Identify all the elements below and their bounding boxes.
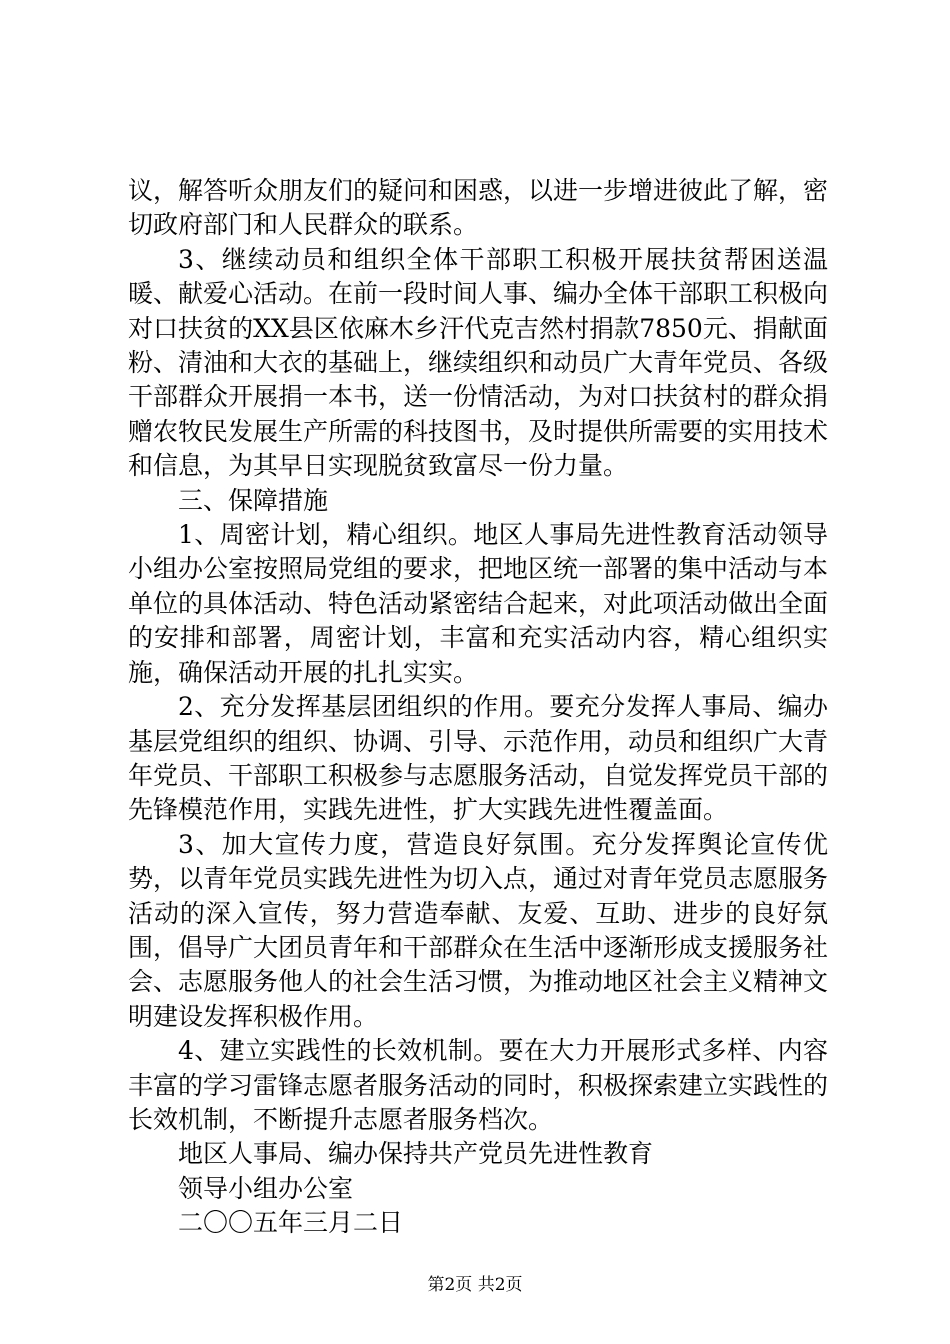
paragraph-measure-4: 4、建立实践性的长效机制。要在大力开展形式多样、内容丰富的学习雷锋志愿者服务活动的同时，积极探索建立实践性的长效机制，不断提升志愿者服务档次。 — [128, 1036, 829, 1134]
page-number-footer: 第2页 共2页 — [427, 1275, 523, 1295]
signature-date: 二〇〇五年三月二日 — [178, 1208, 404, 1238]
paragraph-measure-1: 1、周密计划，精心组织。地区人事局先进性教育活动领导小组办公室按照局党组的要求，把地区统一部署的集中活动与本单位的具体活动、特色活动紧密结合起来，对此项活动做出全面的安排和部署，周密计划，丰富和充实活动内容，精心组织实施，确保活动开展的扎扎实实。 — [128, 520, 829, 687]
document-body — [128, 174, 828, 1241]
paragraph-measure-2: 2、充分发挥基层团组织的作用。要充分发挥人事局、编办基层党组织的组织、协调、引导、示范作用，动员和组织广大青年党员、干部职工积极参与志愿服务活动，自觉发挥党员干部的先锋模范作用，实践先进性，扩大实践先进性覆盖面。 — [128, 692, 829, 825]
section-heading-safeguards: 三、保障措施 — [178, 485, 329, 515]
paragraph-continuation: 议，解答听众朋友们的疑问和困惑，以进一步增进彼此了解，密切政府部门和人民群众的联系。 — [128, 176, 829, 240]
paragraph-item-3-poverty-relief: 3、继续动员和组织全体干部职工积极开展扶贫帮困送温暖、献爱心活动。在前一段时间人事、编办全体干部职工积极向对口扶贫的XX县区依麻木乡汗代克吉然村捐款7850元、捐献面粉、清油和大衣的基础上，继续组织和动员广大青年党员、各级干部群众开展捐一本书，送一份情活动，为对口扶贫村的群众捐赠农牧民发展生产所需的科技图书，及时提供所需要的实用技术和信息，为其早日实现脱贫致富尽一份力量。 — [128, 244, 829, 481]
signature-office: 领导小组办公室 — [178, 1173, 354, 1203]
signature-organization: 地区人事局、编办保持共产党员先进性教育 — [178, 1139, 654, 1169]
paragraph-measure-3: 3、加大宣传力度，营造良好氛围。充分发挥舆论宣传优势，以青年党员实践先进性为切入点，通过对青年党员志愿服务活动的深入宣传，努力营造奉献、友爱、互助、进步的良好氛围，倡导广大团员青年和干部群众在生活中逐渐形成支援服务社会、志愿服务他人的社会生活习惯，为推动地区社会主义精神文明建设发挥积极作用。 — [128, 829, 829, 1031]
